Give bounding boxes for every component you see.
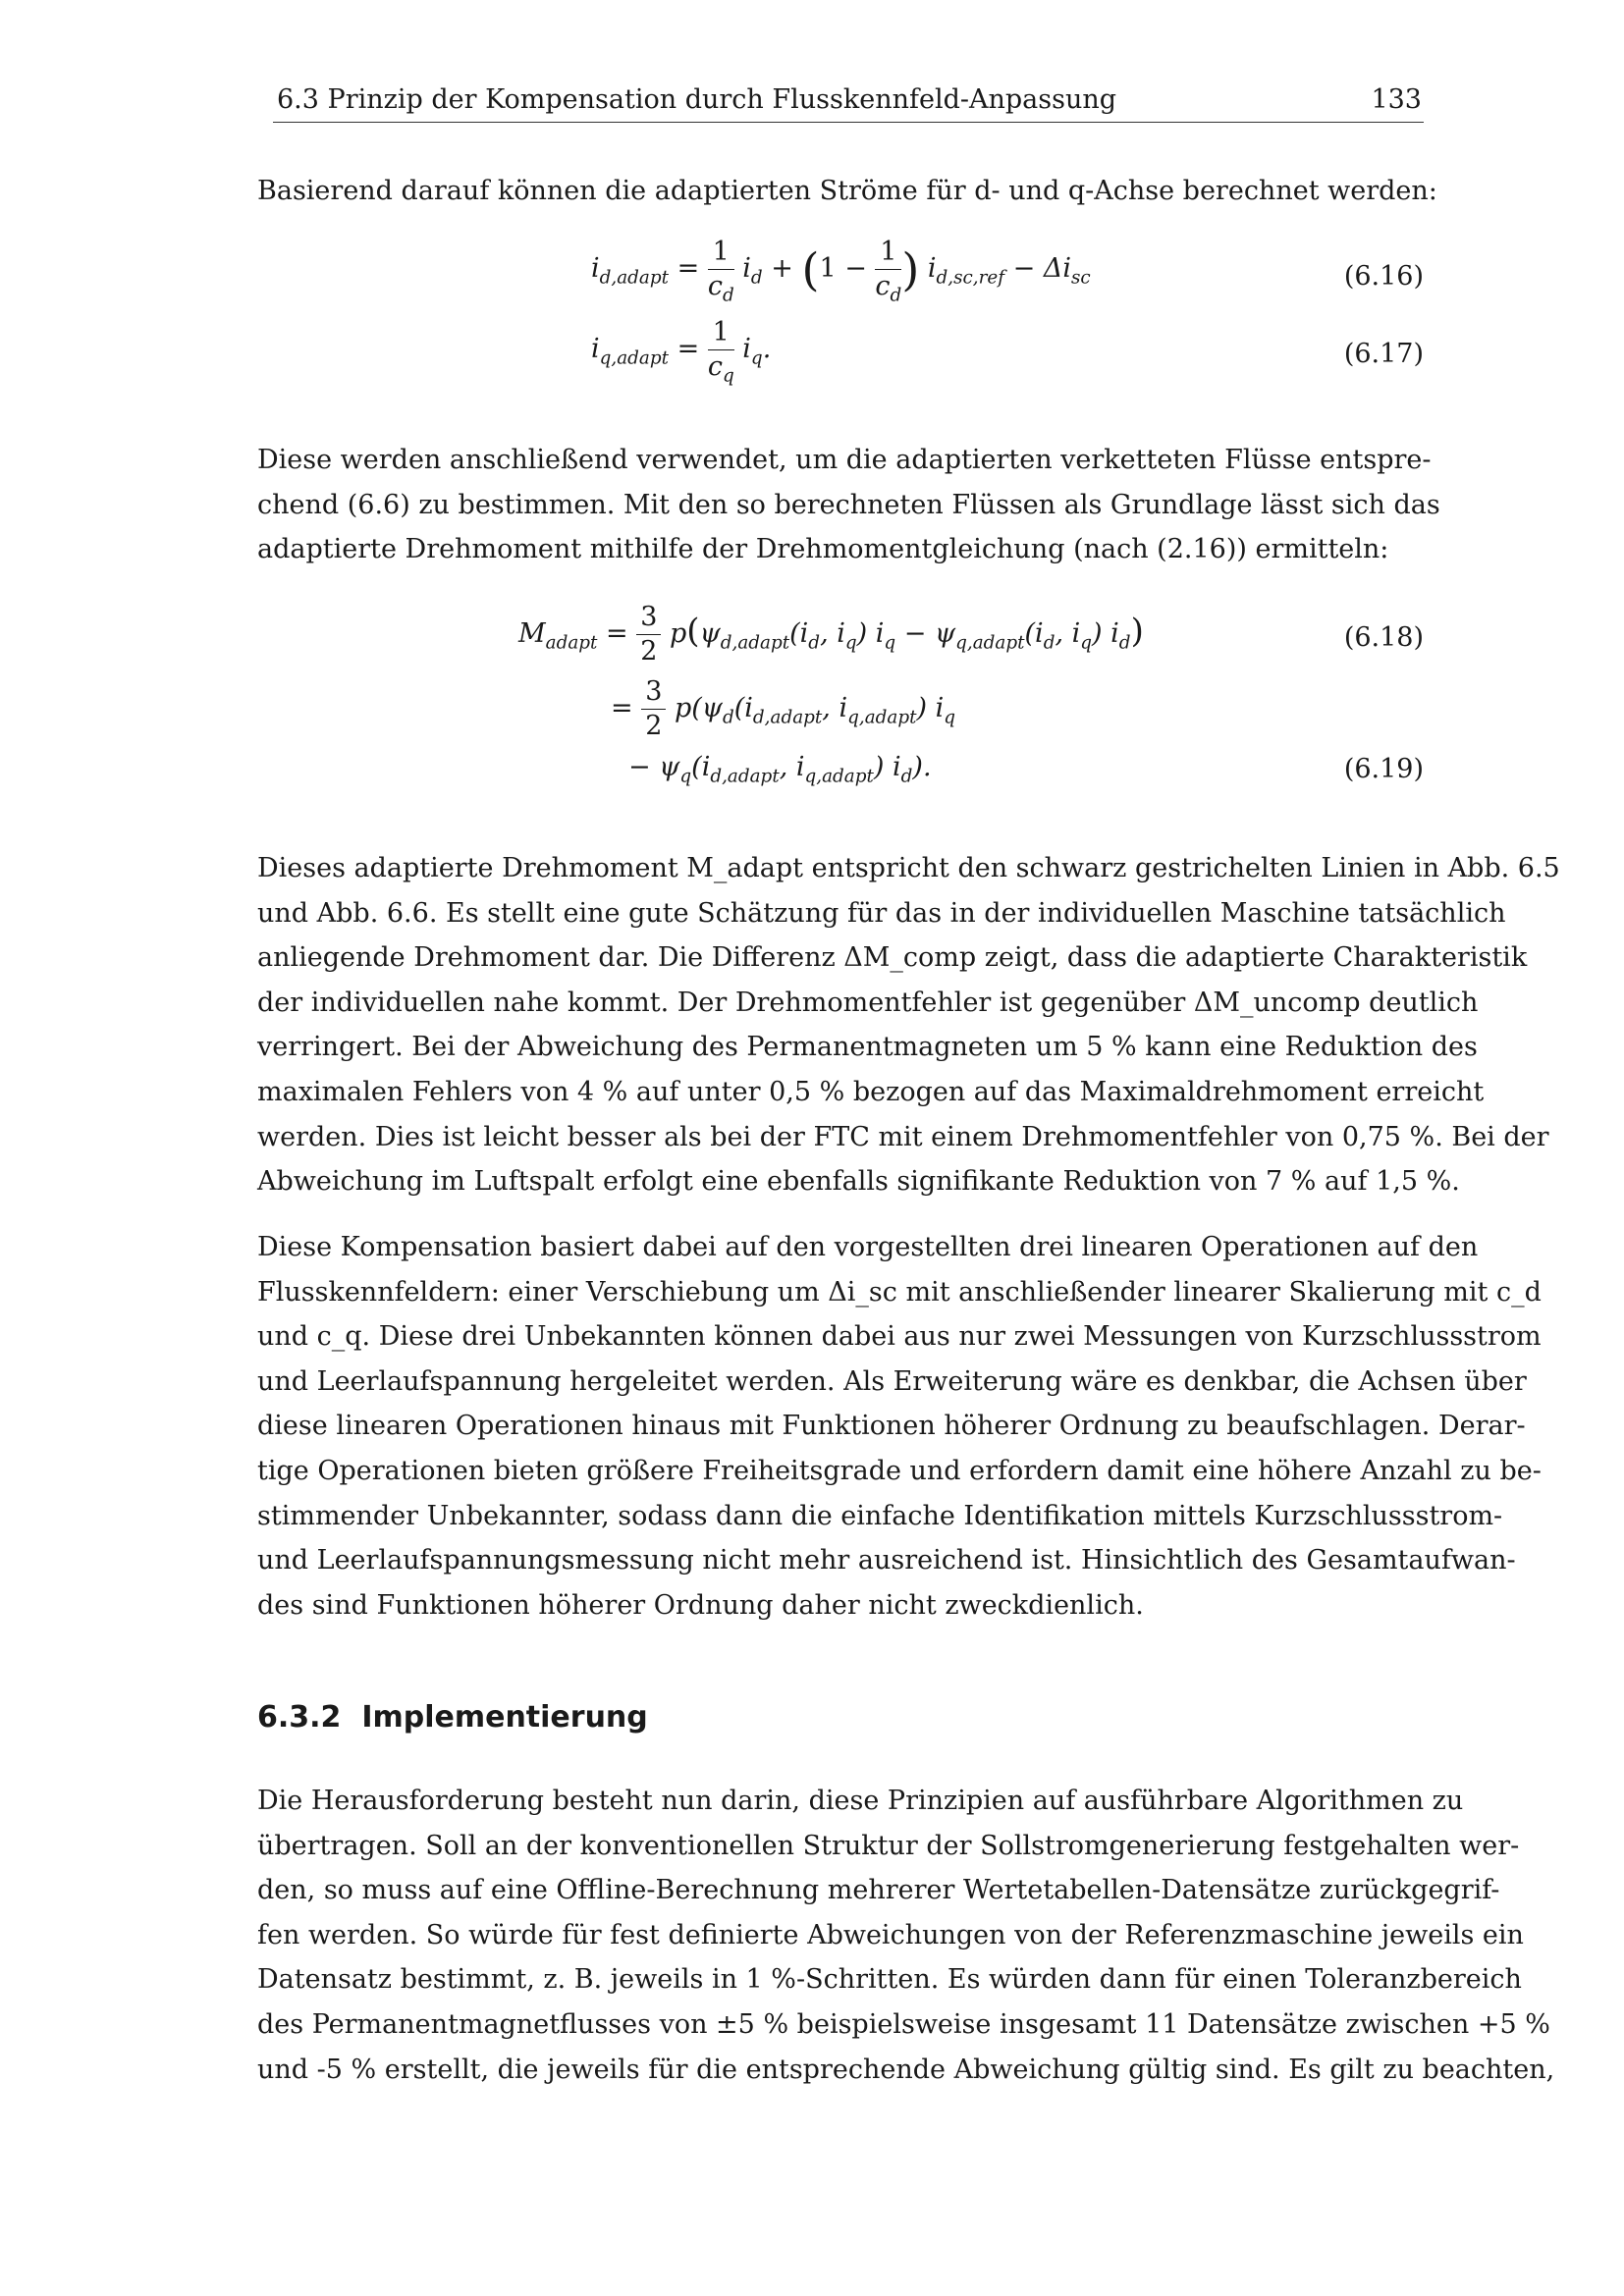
text-line: anliegende Drehmoment dar. Die Differenz ΔM_comp zeigt, dass die adaptierte Charakteristik (257, 942, 1528, 974)
paragraph-compensation (257, 1225, 1542, 1628)
text-line: adaptierte Drehmoment mithilfe der Drehmomentgleichung (nach (2.16)) ermitteln: (257, 534, 1389, 565)
text-line: Dieses adaptierte Drehmoment M_adapt entspricht den schwarz gestrichelten Linien in Abb. 6.5 (257, 853, 1560, 883)
text-line: Diese Kompensation basiert dabei auf den vorgestellten drei linearen Operationen auf den (257, 1232, 1479, 1262)
paragraph-implementation (257, 1779, 1555, 2092)
equation-6-19-line2: − $\psi_q(i_{d,adapt}$, $i_{q,adapt}$) $i_d$). (628, 752, 932, 787)
text-line: diese linearen Operationen hinaus mit Funktionen höherer Ordnung zu beaufschlagen. Derar- (257, 1411, 1526, 1442)
equation-6-16: $i_{d,adapt}$ = $\frac{1}{c_d}$ $i_d + (1$ − $\frac{1}{c_d}$ ) $i_{d,sc,ref} - \Delta i_{sc}$ (591, 237, 1091, 306)
text-line: verringert. Bei der Abweichung des Permanentmagneten um 5 % kann eine Reduktion des (257, 1032, 1478, 1063)
text-line: der individuellen nahe kommt. Der Drehmomentfehler ist gegenüber ΔM_uncomp deutlich (257, 987, 1479, 1018)
text-line: tige Operationen bieten größere Freiheitsgrade und erfordern damit eine höhere Anzahl zu be- (257, 1455, 1542, 1486)
section-title: 6.3 Prinzip der Kompensation durch Flusskennfeld-Anpassung (277, 84, 1117, 115)
equation-number: (6.16) (1343, 261, 1424, 292)
text-line: Diese werden anschließend verwendet, um die adaptierten verketteten Flüsse entspre- (257, 445, 1432, 475)
running-header (273, 82, 1424, 123)
text-line: chend (6.6) zu bestimmen. Mit den so berechneten Flüssen als Grundlage lässt sich das (257, 489, 1440, 520)
page-number: 133 (1371, 84, 1422, 115)
text-line: und -5 % erstellt, die jeweils für die entsprechende Abweichung gültig sind. Es gilt zu beachten, (257, 2054, 1555, 2085)
text-line: werden. Dies ist leicht besser als bei der FTC mit einem Drehmomentfehler von 0,75 %. Bei der (257, 1121, 1549, 1152)
section-heading (257, 1700, 648, 1735)
section-number: 6.3.2 (257, 1700, 342, 1735)
text-line: des Permanentmagnetflusses von ±5 % beispielsweise insgesamt 11 Datensätze zwischen +5 % (257, 2008, 1550, 2040)
text-line: und Leerlaufspannung hergeleitet werden. Als Erweiterung wäre es denkbar, die Achsen über (257, 1365, 1527, 1397)
equation-number: (6.18) (1343, 622, 1424, 653)
text-line: den, so muss auf eine Offline-Berechnung mehrerer Wertetabellen-Datensätze zurückgegrif- (257, 1875, 1500, 1906)
equation-number: (6.19) (1343, 754, 1424, 784)
equation-6-19-line1: = $\frac{3}{2}$ $p(\psi_d(i_{d,adapt}$, $i_{q,adapt}$) $i_q$ (611, 676, 956, 741)
paragraph-intro (257, 169, 1437, 214)
text-line: Die Herausforderung besteht nun darin, diese Prinzipien auf ausführbare Algorithmen zu (257, 1786, 1464, 1816)
equation-6-18: $M_{adapt}$ = $\frac{3}{2}$ $p(\psi_{d,adapt}(i_d$, $i_q$) $i_q - \psi_{q,adapt}(i_d$, $i_q$) $i_d$) (518, 602, 1144, 667)
text-line: Flusskennfeldern: einer Verschiebung um Δi_sc mit anschließender linearer Skalierung mit c_d (257, 1276, 1542, 1308)
paragraph-torque (257, 846, 1560, 1204)
text-line: Datensatz bestimmt, z. B. jeweils in 1 %-Schritten. Es würden dann für einen Toleranzbereich (257, 1964, 1522, 1996)
text-line: des sind Funktionen höherer Ordnung daher nicht zweckdienlich. (257, 1589, 1144, 1621)
section-heading-title: Implementierung (361, 1700, 648, 1735)
text-line: und c_q. Diese drei Unbekannten können dabei aus nur zwei Messungen von Kurzschlussstrom (257, 1321, 1542, 1353)
equation-6-17: $i_{q,adapt}$ = $\frac{1}{c_q}$ $i_q$. (591, 317, 772, 387)
text-line: fen werden. So würde für fest definierte Abweichungen von der Referenzmaschine jeweils ein (257, 1919, 1524, 1950)
text-line: maximalen Fehlers von 4 % auf unter 0,5 % bezogen auf das Maximaldrehmoment erreicht (257, 1076, 1485, 1107)
text-line: Basierend darauf können die adaptierten Ströme für d- und q-Achse berechnet werden: (257, 176, 1437, 206)
paragraph-flux (257, 438, 1440, 572)
equation-number: (6.17) (1343, 339, 1424, 369)
text-line: und Leerlaufspannungsmessung nicht mehr ausreichend ist. Hinsichtlich des Gesamtaufwan- (257, 1545, 1516, 1576)
text-line: stimmender Unbekannter, sodass dann die einfache Identifikation mittels Kurzschlussstrom- (257, 1500, 1503, 1531)
text-line: übertragen. Soll an der konventionellen Struktur der Sollstromgenerierung festgehalten wer- (257, 1830, 1520, 1861)
text-line: und Abb. 6.6. Es stellt eine gute Schätzung für das in der individuellen Maschine tatsächlich (257, 897, 1506, 929)
text-line: Abweichung im Luftspalt erfolgt eine ebenfalls signifikante Reduktion von 7 % auf 1,5 %. (257, 1166, 1460, 1198)
